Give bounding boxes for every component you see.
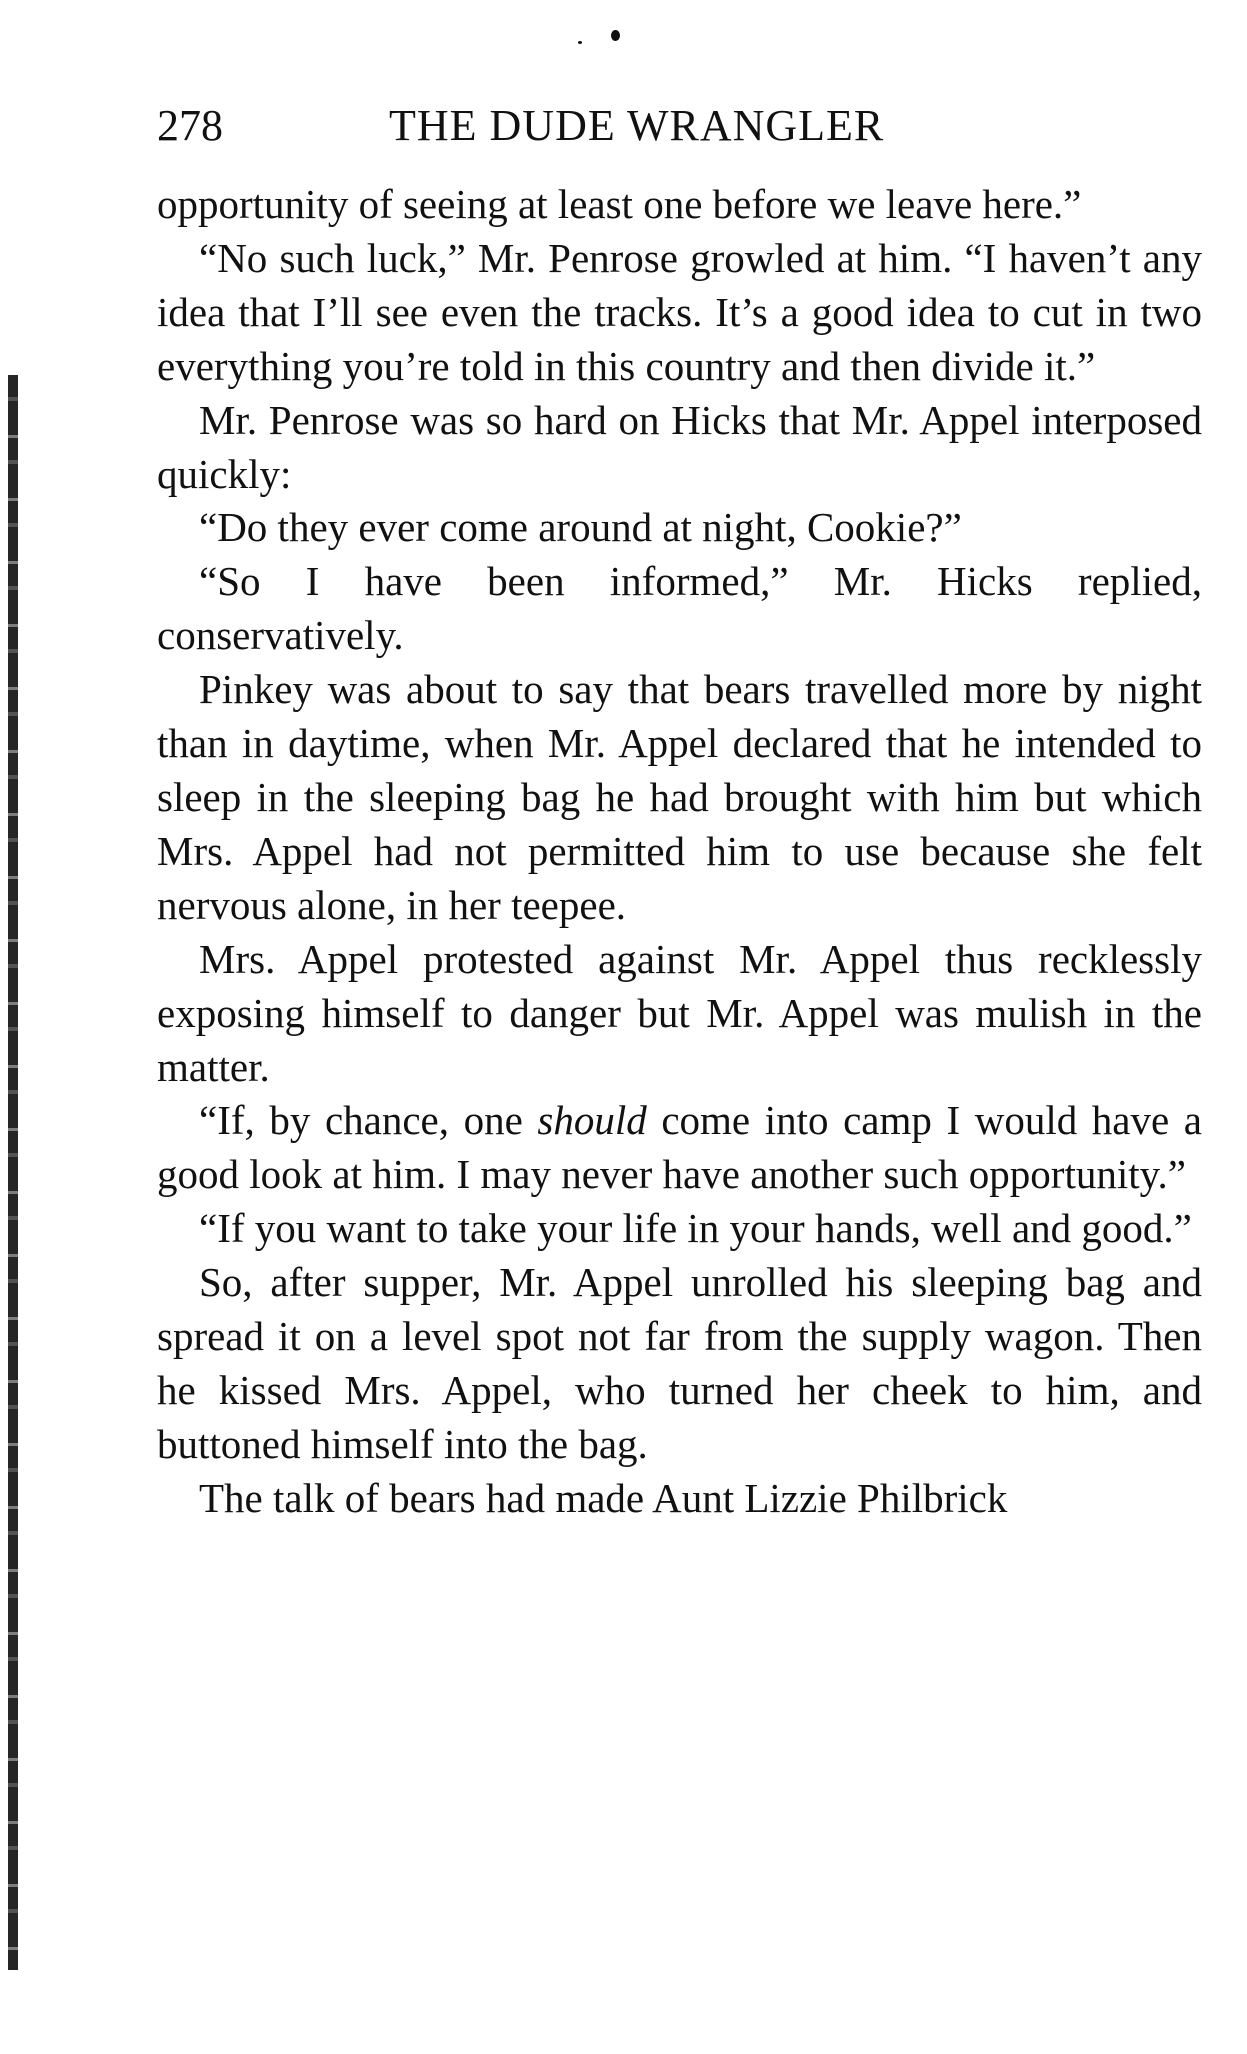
page-header	[157, 98, 1202, 154]
running-title: THE DUDE WRANGLER	[389, 101, 885, 150]
body-text	[157, 178, 1202, 1526]
paragraph: Mrs. Appel protested against Mr. Appel thus recklessly exposing himself to danger but Mr. Appel was mulish in the matter.	[157, 935, 1202, 1090]
paragraph-text: “If, by chance, one	[199, 1097, 538, 1144]
binding-edge	[8, 375, 18, 1970]
paragraph	[157, 1094, 1202, 1202]
paragraph-text: come into camp I would have a good look at him. I may never have another such opportunity.”	[157, 1097, 1202, 1198]
paragraph: “So I have been informed,” Mr. Hicks replied, conservatively.	[157, 558, 1202, 659]
paragraph-final: The talk of bears had made Aunt Lizzie Philbrick	[199, 1474, 1008, 1521]
paragraph-continuation: opportunity of seeing at least one before we leave here.”	[157, 181, 1082, 227]
emphasis-text: should	[537, 1097, 647, 1144]
ink-speck	[578, 41, 582, 44]
paragraph: “No such luck,” Mr. Penrose growled at him. “I haven’t any idea that I’ll see even the tracks. It’s a good idea to cut in two everything you’re told in this country and then divide it.”	[157, 234, 1202, 389]
paragraph: “If you want to take your life in your hands, well and good.”	[199, 1205, 1192, 1252]
page-number: 278	[157, 101, 223, 150]
paragraph: So, after supper, Mr. Appel unrolled his sleeping bag and spread it on a level spot not far from the supply wagon. Then he kissed Mrs. Appel, who turned her cheek to him, and buttoned himself into the bag.	[157, 1259, 1202, 1467]
ink-speck	[611, 30, 620, 41]
paragraph: Mr. Penrose was so hard on Hicks that Mr. Appel interposed quickly:	[157, 396, 1202, 497]
paragraph: Pinkey was about to say that bears travelled more by night than in daytime, when Mr. Appel declared that he intended to sleep in the sleeping bag he had brought with him but which Mrs. Appel had not permitted him to use because she felt nervous alone, in her teepee.	[157, 666, 1202, 928]
paragraph: “Do they ever come around at night, Cookie?”	[199, 504, 962, 551]
